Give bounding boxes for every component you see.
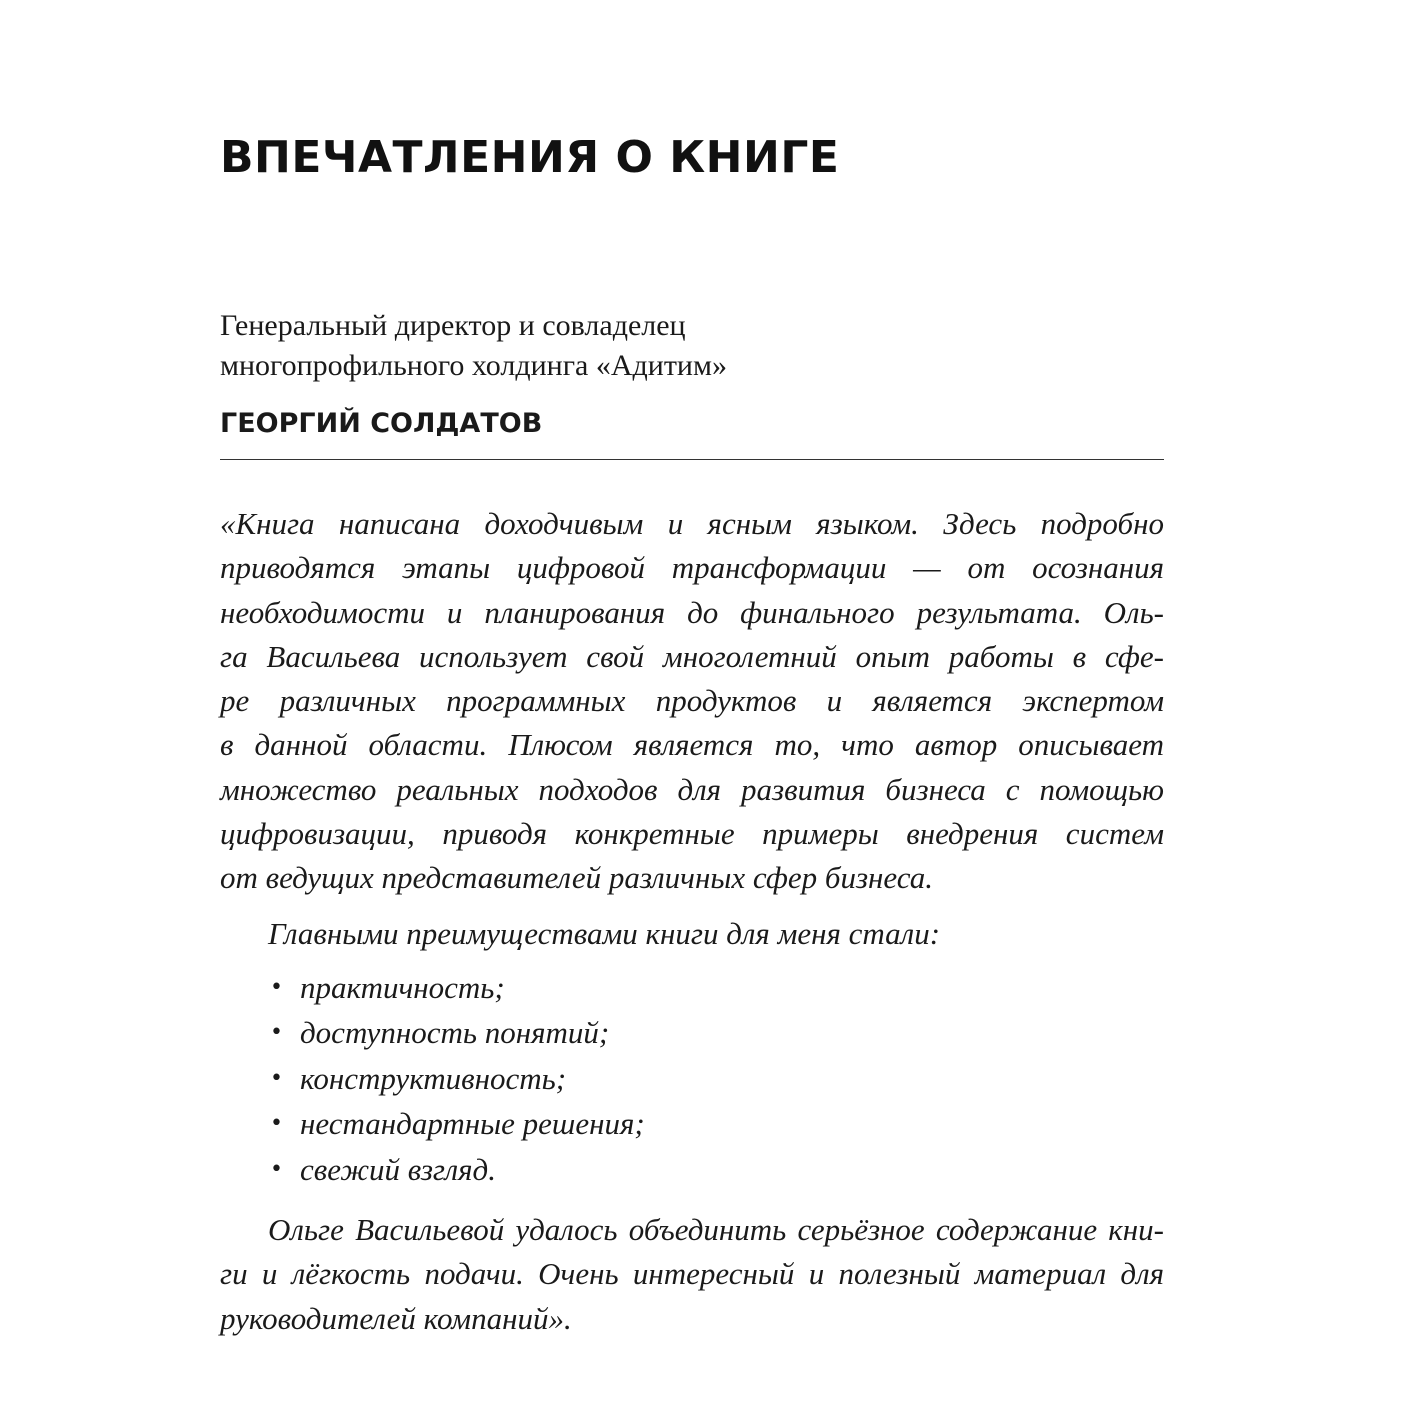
- list-item: [270, 965, 1164, 1011]
- review-text: [220, 502, 1164, 1341]
- bullet-icon: •: [270, 1156, 283, 1182]
- list-item-text: нестандартные решения;: [300, 1106, 645, 1142]
- bullet-icon: •: [270, 974, 283, 1000]
- review-closing-line: ги и лёгкость подачи. Очень интересный и полезный материал для: [220, 1256, 1164, 1292]
- bullet-icon: •: [270, 1065, 283, 1091]
- review-closing-line: руководителей компаний».: [220, 1300, 572, 1336]
- list-item: [270, 1056, 1164, 1102]
- author-role: [220, 306, 1164, 386]
- review-quote-line: множество реальных подходов для развития бизнеса с помощью: [220, 771, 1164, 807]
- review-quote: [220, 502, 1164, 901]
- author-role-line: Генеральный директор и совладелец: [220, 309, 686, 342]
- review-quote-line: приводятся этапы цифровой трансформации — от осознания: [220, 550, 1164, 586]
- review-quote-line: необходимости и планирования до финального результата. Оль-: [220, 594, 1164, 630]
- bullet-icon: •: [270, 1020, 283, 1046]
- author-name: ГЕОРГИЙ СОЛДАТОВ: [220, 408, 543, 439]
- list-item-text: доступность понятий;: [300, 1015, 610, 1051]
- review-quote-line: от ведущих представителей различных сфер бизнеса.: [220, 860, 933, 896]
- review-quote-line: га Васильева использует свой многолетний опыт работы в сфе-: [220, 638, 1164, 674]
- chapter-title: ВПЕЧАТЛЕНИЯ О КНИГЕ: [220, 132, 840, 183]
- list-item: [270, 1101, 1164, 1147]
- benefits-list: [220, 965, 1164, 1193]
- review-quote-line: ре различных программных продуктов и является экспертом: [220, 683, 1164, 719]
- list-item-text: практичность;: [300, 969, 505, 1005]
- list-item-text: свежий взгляд.: [300, 1151, 496, 1187]
- list-item-text: конструктивность;: [300, 1060, 567, 1096]
- bullet-icon: •: [270, 1111, 283, 1137]
- review-closing-line: Ольге Васильевой удалось объединить серьёзное содержание кни-: [268, 1212, 1164, 1248]
- divider-rule: [220, 459, 1164, 460]
- review-quote-line: «Книга написана доходчивым и ясным языком. Здесь подробно: [220, 506, 1164, 541]
- review-quote-line: в данной области. Плюсом является то, что автор описывает: [220, 727, 1164, 763]
- list-item: [270, 1010, 1164, 1056]
- review-quote-line: цифровизации, приводя конкретные примеры внедрения систем: [220, 816, 1164, 852]
- list-item: [270, 1147, 1164, 1193]
- review-closing: [220, 1208, 1164, 1341]
- benefits-intro: Главными преимуществами книги для меня стали:: [268, 915, 941, 951]
- author-role-line: многопрофильного холдинга «Адитим»: [220, 349, 727, 382]
